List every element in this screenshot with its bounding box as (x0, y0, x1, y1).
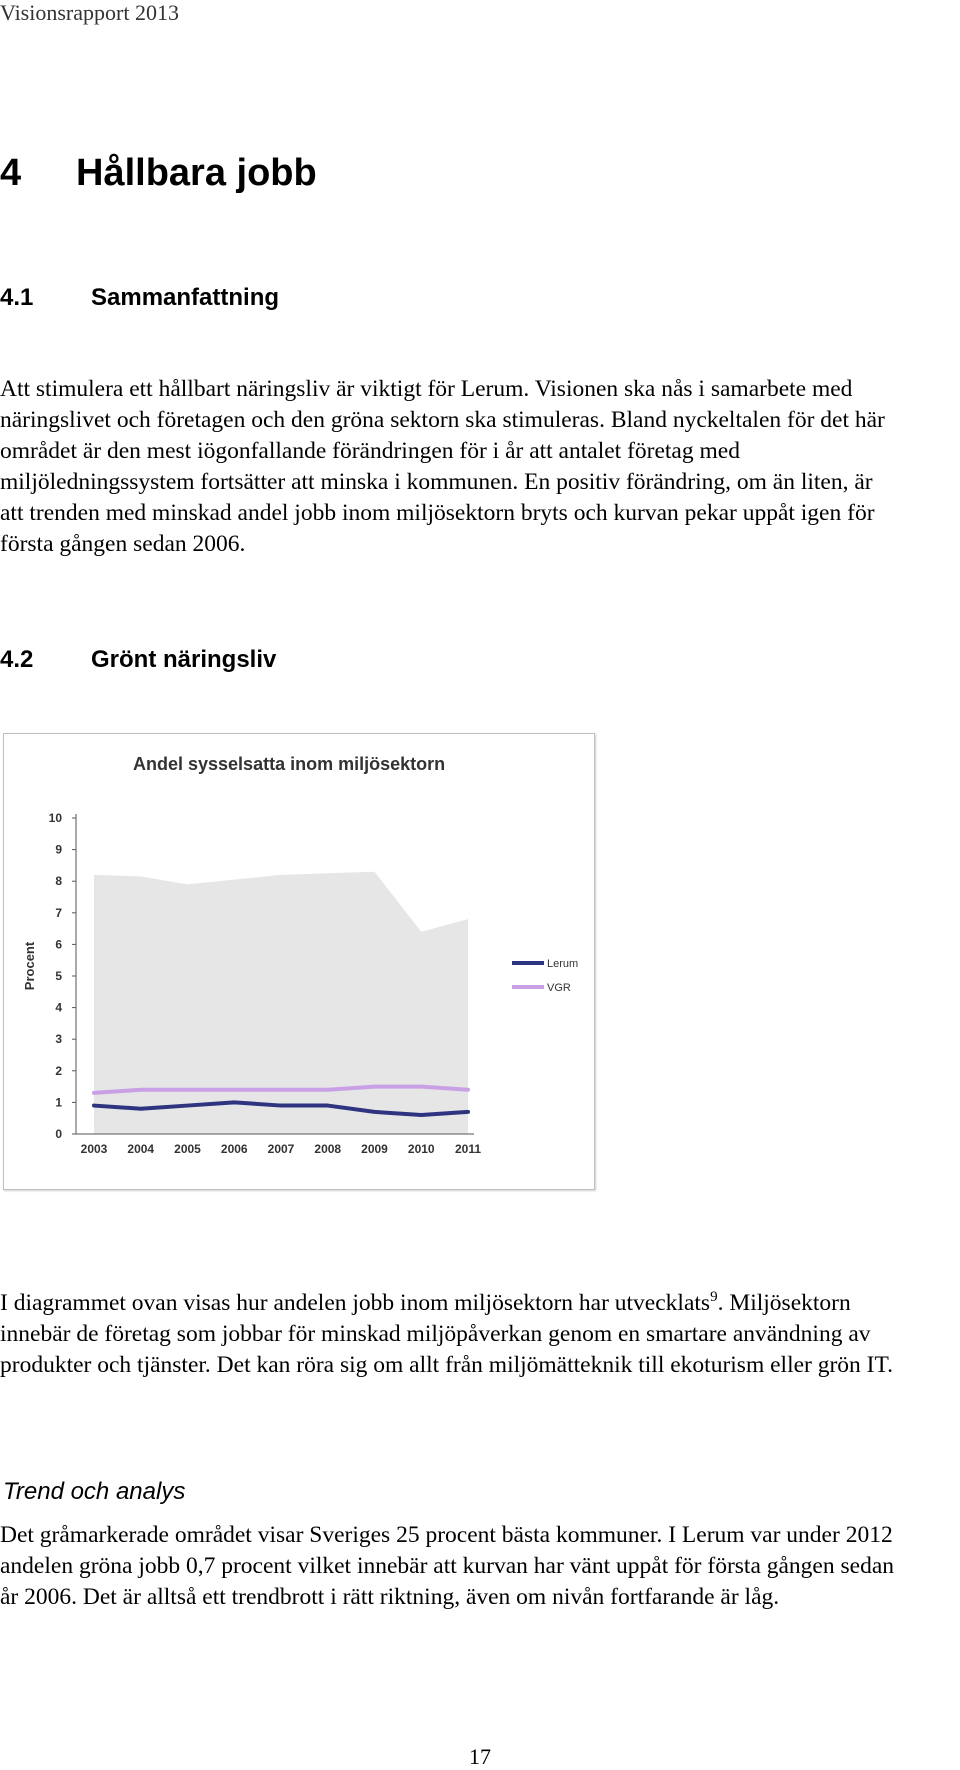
running-header: Visionsrapport 2013 (0, 0, 179, 25)
summary-heading (0, 284, 279, 312)
x-tick-label: 2007 (267, 1142, 295, 1156)
green-business-text-part1: I diagrammet ovan visas hur andelen jobb inom miljösektorn har utvecklats (0, 1290, 711, 1316)
green-business-number: 4.2 (0, 646, 34, 673)
y-tick-label: 9 (55, 842, 62, 857)
x-tick-label: 2011 (454, 1142, 482, 1156)
page-number: 17 (469, 1744, 491, 1769)
green-business-text-part2: . Miljösektorn innebär de företag som jobbar för minskad miljöpåverkan genom en smartare användning av produkter och tjänster. Det kan röra sig om allt från miljömätteknik till ekoturism eller grön IT. (0, 1290, 893, 1378)
x-tick-label: 2005 (174, 1142, 201, 1156)
chart-title: Andel sysselsatta inom miljösektorn (133, 754, 446, 774)
green-business-title: Grönt näringsliv (91, 646, 277, 673)
green-business-heading (0, 646, 276, 674)
section-number: 4 (0, 152, 22, 194)
y-tick-label: 1 (55, 1095, 62, 1110)
footnote-reference[interactable]: 9 (710, 1289, 718, 1306)
y-tick-label: 3 (55, 1032, 62, 1047)
y-tick-label: 10 (48, 811, 62, 825)
x-tick-label: 2003 (80, 1142, 108, 1156)
summary-number: 4.1 (0, 284, 34, 311)
y-tick-label: 5 (55, 969, 62, 983)
x-tick-label: 2004 (127, 1142, 155, 1156)
x-tick-label: 2006 (220, 1142, 248, 1156)
x-tick-label: 2010 (407, 1142, 435, 1156)
top-quartile-band (94, 872, 468, 1134)
y-tick-label: 8 (55, 874, 62, 889)
summary-paragraph: Att stimulera ett hållbart näringsliv är viktigt för Lerum. Visionen ska nås i samarbete med näringslivet och företagen och den gröna sektorn ska stimuleras. Bland nyckeltalen för det här området är den mest iögonfallande förändringen för i år att antalet företag med miljöledningssystem fortsätter att minska i kommunen. En positiv förändring, om än liten, är att trenden med minskad andel jobb inom miljösektorn bryts och kurvan pekar uppåt igen för första gången sedan 2006. (0, 376, 885, 557)
y-tick-label: 7 (55, 905, 62, 920)
legend-label-vgr: VGR (547, 982, 571, 994)
y-tick-label: 0 (55, 1127, 62, 1141)
section-title: Hållbara jobb (76, 152, 317, 194)
environment-sector-chart (3, 733, 595, 1190)
y-tick-label: 2 (55, 1063, 62, 1078)
section-heading (0, 152, 317, 195)
trend-paragraph: Det gråmarkerade området visar Sveriges 25 procent bästa kommuner. I Lerum var under 2012 andelen gröna jobb 0,7 procent vilket innebär att kurvan har vänt uppåt för första gången sedan år 2006. Det är alltså ett trendbrott i rätt riktning, även om nivån fortfarande är låg. (0, 1522, 894, 1610)
y-axis-label: Procent (22, 941, 37, 991)
legend-label-lerum: Lerum (547, 958, 579, 970)
trend-heading: Trend och analys (3, 1478, 186, 1505)
green-business-paragraph (0, 1288, 900, 1381)
x-tick-label: 2008 (314, 1142, 342, 1156)
x-tick-label: 2009 (361, 1142, 388, 1156)
summary-title: Sammanfattning (91, 284, 280, 311)
chart-canvas (4, 734, 594, 1189)
y-tick-label: 4 (55, 1000, 62, 1015)
y-tick-label: 6 (55, 937, 62, 952)
